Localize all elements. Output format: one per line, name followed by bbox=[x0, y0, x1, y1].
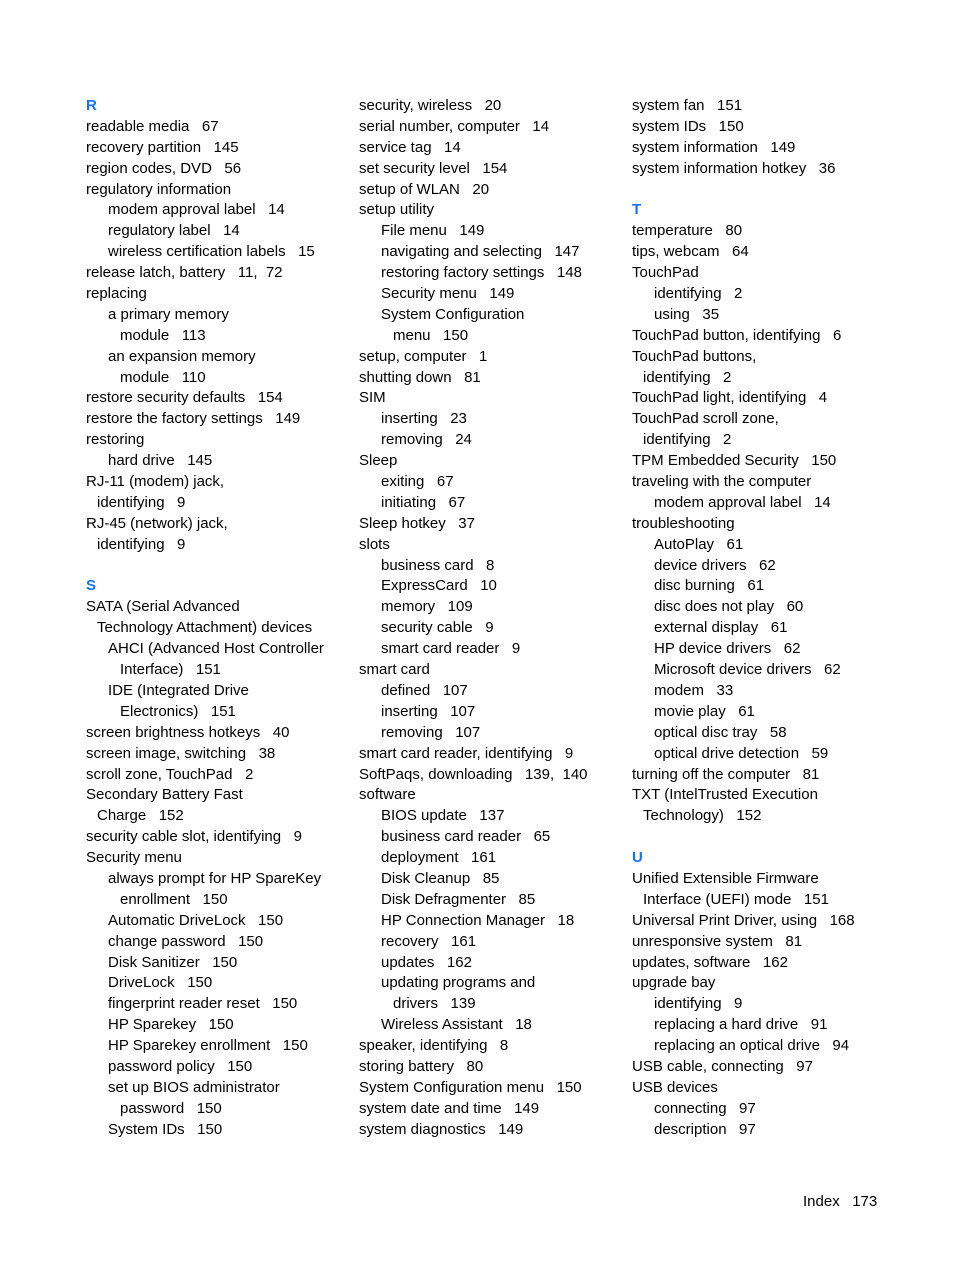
index-subentry: ExpressCard 10 bbox=[381, 577, 497, 595]
index-subentry: File menu 149 bbox=[381, 222, 485, 240]
index-subentry: restoring factory settings 148 bbox=[381, 264, 582, 282]
index-entry: temperature 80 bbox=[632, 222, 743, 240]
index-entry-continuation: Charge 152 bbox=[97, 807, 184, 825]
index-subentry: disc does not play 60 bbox=[654, 598, 804, 616]
index-subentry: an expansion memory bbox=[108, 347, 256, 365]
index-subentry: smart card reader 9 bbox=[381, 640, 521, 658]
index-entry-continuation: identifying 9 bbox=[97, 535, 186, 553]
index-entry: setup of WLAN 20 bbox=[359, 180, 490, 198]
index-entry-continuation: Interface (UEFI) mode 151 bbox=[643, 890, 829, 908]
index-entry: replacing bbox=[86, 285, 147, 303]
index-subentry: navigating and selecting 147 bbox=[381, 243, 580, 261]
index-entry: setup, computer 1 bbox=[359, 347, 488, 365]
section-letter-heading: U bbox=[632, 849, 643, 867]
index-subentry: recovery 161 bbox=[381, 932, 477, 950]
index-entry-continuation: module 113 bbox=[120, 326, 206, 344]
section-spacer bbox=[632, 827, 932, 848]
index-subentry: hard drive 145 bbox=[108, 452, 213, 470]
section-letter-heading: R bbox=[86, 97, 97, 114]
index-entry-continuation: Interface) 151 bbox=[120, 661, 221, 679]
index-entry: SIM bbox=[359, 389, 386, 407]
section-spacer bbox=[86, 556, 356, 577]
index-subentry: regulatory label 14 bbox=[108, 222, 240, 240]
index-entry: system fan 151 bbox=[632, 97, 743, 114]
index-entry-continuation: identifying 9 bbox=[97, 493, 186, 511]
index-subentry: exiting 67 bbox=[381, 473, 454, 491]
index-subentry: updates 162 bbox=[381, 953, 472, 971]
index-subentry: HP device drivers 62 bbox=[654, 640, 801, 658]
index-entry: security, wireless 20 bbox=[359, 97, 502, 114]
index-subentry: inserting 107 bbox=[381, 702, 476, 720]
index-entry: RJ-45 (network) jack, bbox=[86, 514, 228, 532]
index-entry: security cable slot, identifying 9 bbox=[86, 828, 302, 846]
index-subentry: removing 107 bbox=[381, 723, 481, 741]
index-entry-continuation: drivers 139 bbox=[393, 995, 476, 1013]
index-subentry: Disk Sanitizer 150 bbox=[108, 953, 238, 971]
index-entry: service tag 14 bbox=[359, 138, 461, 156]
index-subentry: connecting 97 bbox=[654, 1099, 756, 1117]
index-subentry: HP Sparekey 150 bbox=[108, 1016, 234, 1034]
index-column-3 bbox=[632, 96, 932, 1141]
index-entry-continuation: Technology Attachment) devices bbox=[97, 619, 313, 637]
index-entry: USB devices bbox=[632, 1078, 718, 1096]
index-subentry: AutoPlay 61 bbox=[654, 535, 744, 553]
index-subentry: memory 109 bbox=[381, 598, 473, 616]
index-subentry: defined 107 bbox=[381, 681, 468, 699]
index-entry: screen brightness hotkeys 40 bbox=[86, 723, 290, 741]
section-letter-heading: T bbox=[632, 201, 642, 219]
index-entry: shutting down 81 bbox=[359, 368, 481, 386]
index-subentry: Automatic DriveLock 150 bbox=[108, 911, 284, 929]
index-entry: setup utility bbox=[359, 201, 435, 219]
index-subentry: replacing an optical drive 94 bbox=[654, 1037, 850, 1055]
index-subentry: Security menu 149 bbox=[381, 285, 515, 303]
index-entry: TouchPad scroll zone, bbox=[632, 410, 779, 428]
index-entry: Sleep bbox=[359, 452, 398, 470]
index-entry: TouchPad bbox=[632, 264, 699, 282]
index-subentry: HP Connection Manager 18 bbox=[381, 911, 575, 929]
index-subentry: set up BIOS administrator bbox=[108, 1078, 280, 1096]
index-entry: storing battery 80 bbox=[359, 1057, 484, 1075]
index-subentry: fingerprint reader reset 150 bbox=[108, 995, 298, 1013]
index-entry: troubleshooting bbox=[632, 514, 735, 532]
index-entry: speaker, identifying 8 bbox=[359, 1037, 509, 1055]
index-entry: slots bbox=[359, 535, 390, 553]
index-subentry: BIOS update 137 bbox=[381, 807, 505, 825]
index-subentry: Disk Defragmenter 85 bbox=[381, 890, 536, 908]
index-subentry: identifying 9 bbox=[654, 995, 743, 1013]
index-entry: restoring bbox=[86, 431, 145, 449]
index-subentry: inserting 23 bbox=[381, 410, 467, 428]
index-entry: serial number, computer 14 bbox=[359, 117, 550, 135]
index-entry: USB cable, connecting 97 bbox=[632, 1057, 813, 1075]
index-subentry: AHCI (Advanced Host Controller bbox=[108, 640, 324, 658]
index-entry: smart card bbox=[359, 661, 430, 679]
index-entry: SoftPaqs, downloading 139, 140 bbox=[359, 765, 588, 783]
index-subentry: replacing a hard drive 91 bbox=[654, 1016, 828, 1034]
index-subentry: modem 33 bbox=[654, 681, 734, 699]
index-entry: restore security defaults 154 bbox=[86, 389, 283, 407]
index-entry: system information 149 bbox=[632, 138, 796, 156]
index-entry: TouchPad light, identifying 4 bbox=[632, 389, 828, 407]
index-entry: TouchPad buttons, bbox=[632, 347, 757, 365]
index-subentry: a primary memory bbox=[108, 305, 229, 323]
index-column-2 bbox=[359, 96, 629, 1141]
index-entry: system date and time 149 bbox=[359, 1099, 540, 1117]
index-subentry: using 35 bbox=[654, 305, 720, 323]
index-entry: Sleep hotkey 37 bbox=[359, 514, 475, 532]
index-entry: unresponsive system 81 bbox=[632, 932, 803, 950]
index-entry: system IDs 150 bbox=[632, 117, 744, 135]
index-entry: turning off the computer 81 bbox=[632, 765, 820, 783]
index-subentry: removing 24 bbox=[381, 431, 472, 449]
index-subentry: HP Sparekey enrollment 150 bbox=[108, 1037, 308, 1055]
index-entry: scroll zone, TouchPad 2 bbox=[86, 765, 254, 783]
index-entry: RJ-11 (modem) jack, bbox=[86, 473, 225, 491]
index-subentry: movie play 61 bbox=[654, 702, 755, 720]
section-letter-heading: S bbox=[86, 577, 97, 595]
index-subentry: business card 8 bbox=[381, 556, 495, 574]
index-subentry: System IDs 150 bbox=[108, 1120, 223, 1138]
index-subentry: security cable 9 bbox=[381, 619, 494, 637]
index-subentry: initiating 67 bbox=[381, 493, 466, 511]
index-subentry: identifying 2 bbox=[654, 285, 743, 303]
index-entry: software bbox=[359, 786, 416, 804]
index-subentry: Microsoft device drivers 62 bbox=[654, 661, 841, 679]
index-subentry: external display 61 bbox=[654, 619, 788, 637]
index-subentry: DriveLock 150 bbox=[108, 974, 213, 992]
index-subentry: disc burning 61 bbox=[654, 577, 765, 595]
index-subentry: description 97 bbox=[654, 1120, 756, 1138]
index-entry: smart card reader, identifying 9 bbox=[359, 744, 574, 762]
index-subentry: System Configuration bbox=[381, 305, 525, 323]
index-subentry: device drivers 62 bbox=[654, 556, 776, 574]
index-entry-continuation: module 110 bbox=[120, 368, 206, 386]
index-subentry: always prompt for HP SpareKey bbox=[108, 869, 322, 887]
index-entry: set security level 154 bbox=[359, 159, 508, 177]
index-subentry: change password 150 bbox=[108, 932, 264, 950]
index-entry: updates, software 162 bbox=[632, 953, 788, 971]
index-subentry: Disk Cleanup 85 bbox=[381, 869, 500, 887]
index-entry-continuation: menu 150 bbox=[393, 326, 469, 344]
index-entry: TXT (IntelTrusted Execution bbox=[632, 786, 818, 804]
index-entry-continuation: enrollment 150 bbox=[120, 890, 228, 908]
index-entry: SATA (Serial Advanced bbox=[86, 598, 240, 616]
index-entry-continuation: identifying 2 bbox=[643, 368, 732, 386]
index-entry: upgrade bay bbox=[632, 974, 716, 992]
index-entry: traveling with the computer bbox=[632, 473, 812, 491]
index-entry: recovery partition 145 bbox=[86, 138, 239, 156]
index-subentry: IDE (Integrated Drive bbox=[108, 681, 249, 699]
index-entry: screen image, switching 38 bbox=[86, 744, 276, 762]
index-entry: Universal Print Driver, using 168 bbox=[632, 911, 855, 929]
index-entry-continuation: identifying 2 bbox=[643, 431, 732, 449]
index-entry: Secondary Battery Fast bbox=[86, 786, 243, 804]
index-entry: TPM Embedded Security 150 bbox=[632, 452, 837, 470]
index-entry-continuation: Technology) 152 bbox=[643, 807, 762, 825]
index-entry: release latch, battery 11, 72 bbox=[86, 264, 283, 282]
index-entry-continuation: Electronics) 151 bbox=[120, 702, 236, 720]
index-column-1 bbox=[86, 96, 356, 1141]
index-subentry: modem approval label 14 bbox=[108, 201, 285, 219]
index-entry: TouchPad button, identifying 6 bbox=[632, 326, 842, 344]
index-subentry: optical drive detection 59 bbox=[654, 744, 829, 762]
index-entry: system information hotkey 36 bbox=[632, 159, 836, 177]
section-spacer bbox=[632, 180, 932, 201]
index-subentry: password policy 150 bbox=[108, 1057, 253, 1075]
index-subentry: modem approval label 14 bbox=[654, 493, 831, 511]
index-subentry: optical disc tray 58 bbox=[654, 723, 787, 741]
index-entry: restore the factory settings 149 bbox=[86, 410, 301, 428]
index-entry: regulatory information bbox=[86, 180, 232, 198]
index-entry: readable media 67 bbox=[86, 117, 219, 135]
index-entry: tips, webcam 64 bbox=[632, 243, 749, 261]
index-subentry: updating programs and bbox=[381, 974, 536, 992]
index-subentry: deployment 161 bbox=[381, 849, 497, 867]
index-entry-continuation: password 150 bbox=[120, 1099, 222, 1117]
index-entry: System Configuration menu 150 bbox=[359, 1078, 582, 1096]
index-entry: Security menu bbox=[86, 849, 182, 867]
index-subentry: business card reader 65 bbox=[381, 828, 551, 846]
page-footer: Index 173 bbox=[803, 1193, 878, 1210]
index-entry: Unified Extensible Firmware bbox=[632, 869, 819, 887]
index-subentry: wireless certification labels 15 bbox=[108, 243, 315, 261]
index-entry: region codes, DVD 56 bbox=[86, 159, 242, 177]
index-subentry: Wireless Assistant 18 bbox=[381, 1016, 532, 1034]
index-entry: system diagnostics 149 bbox=[359, 1120, 524, 1138]
